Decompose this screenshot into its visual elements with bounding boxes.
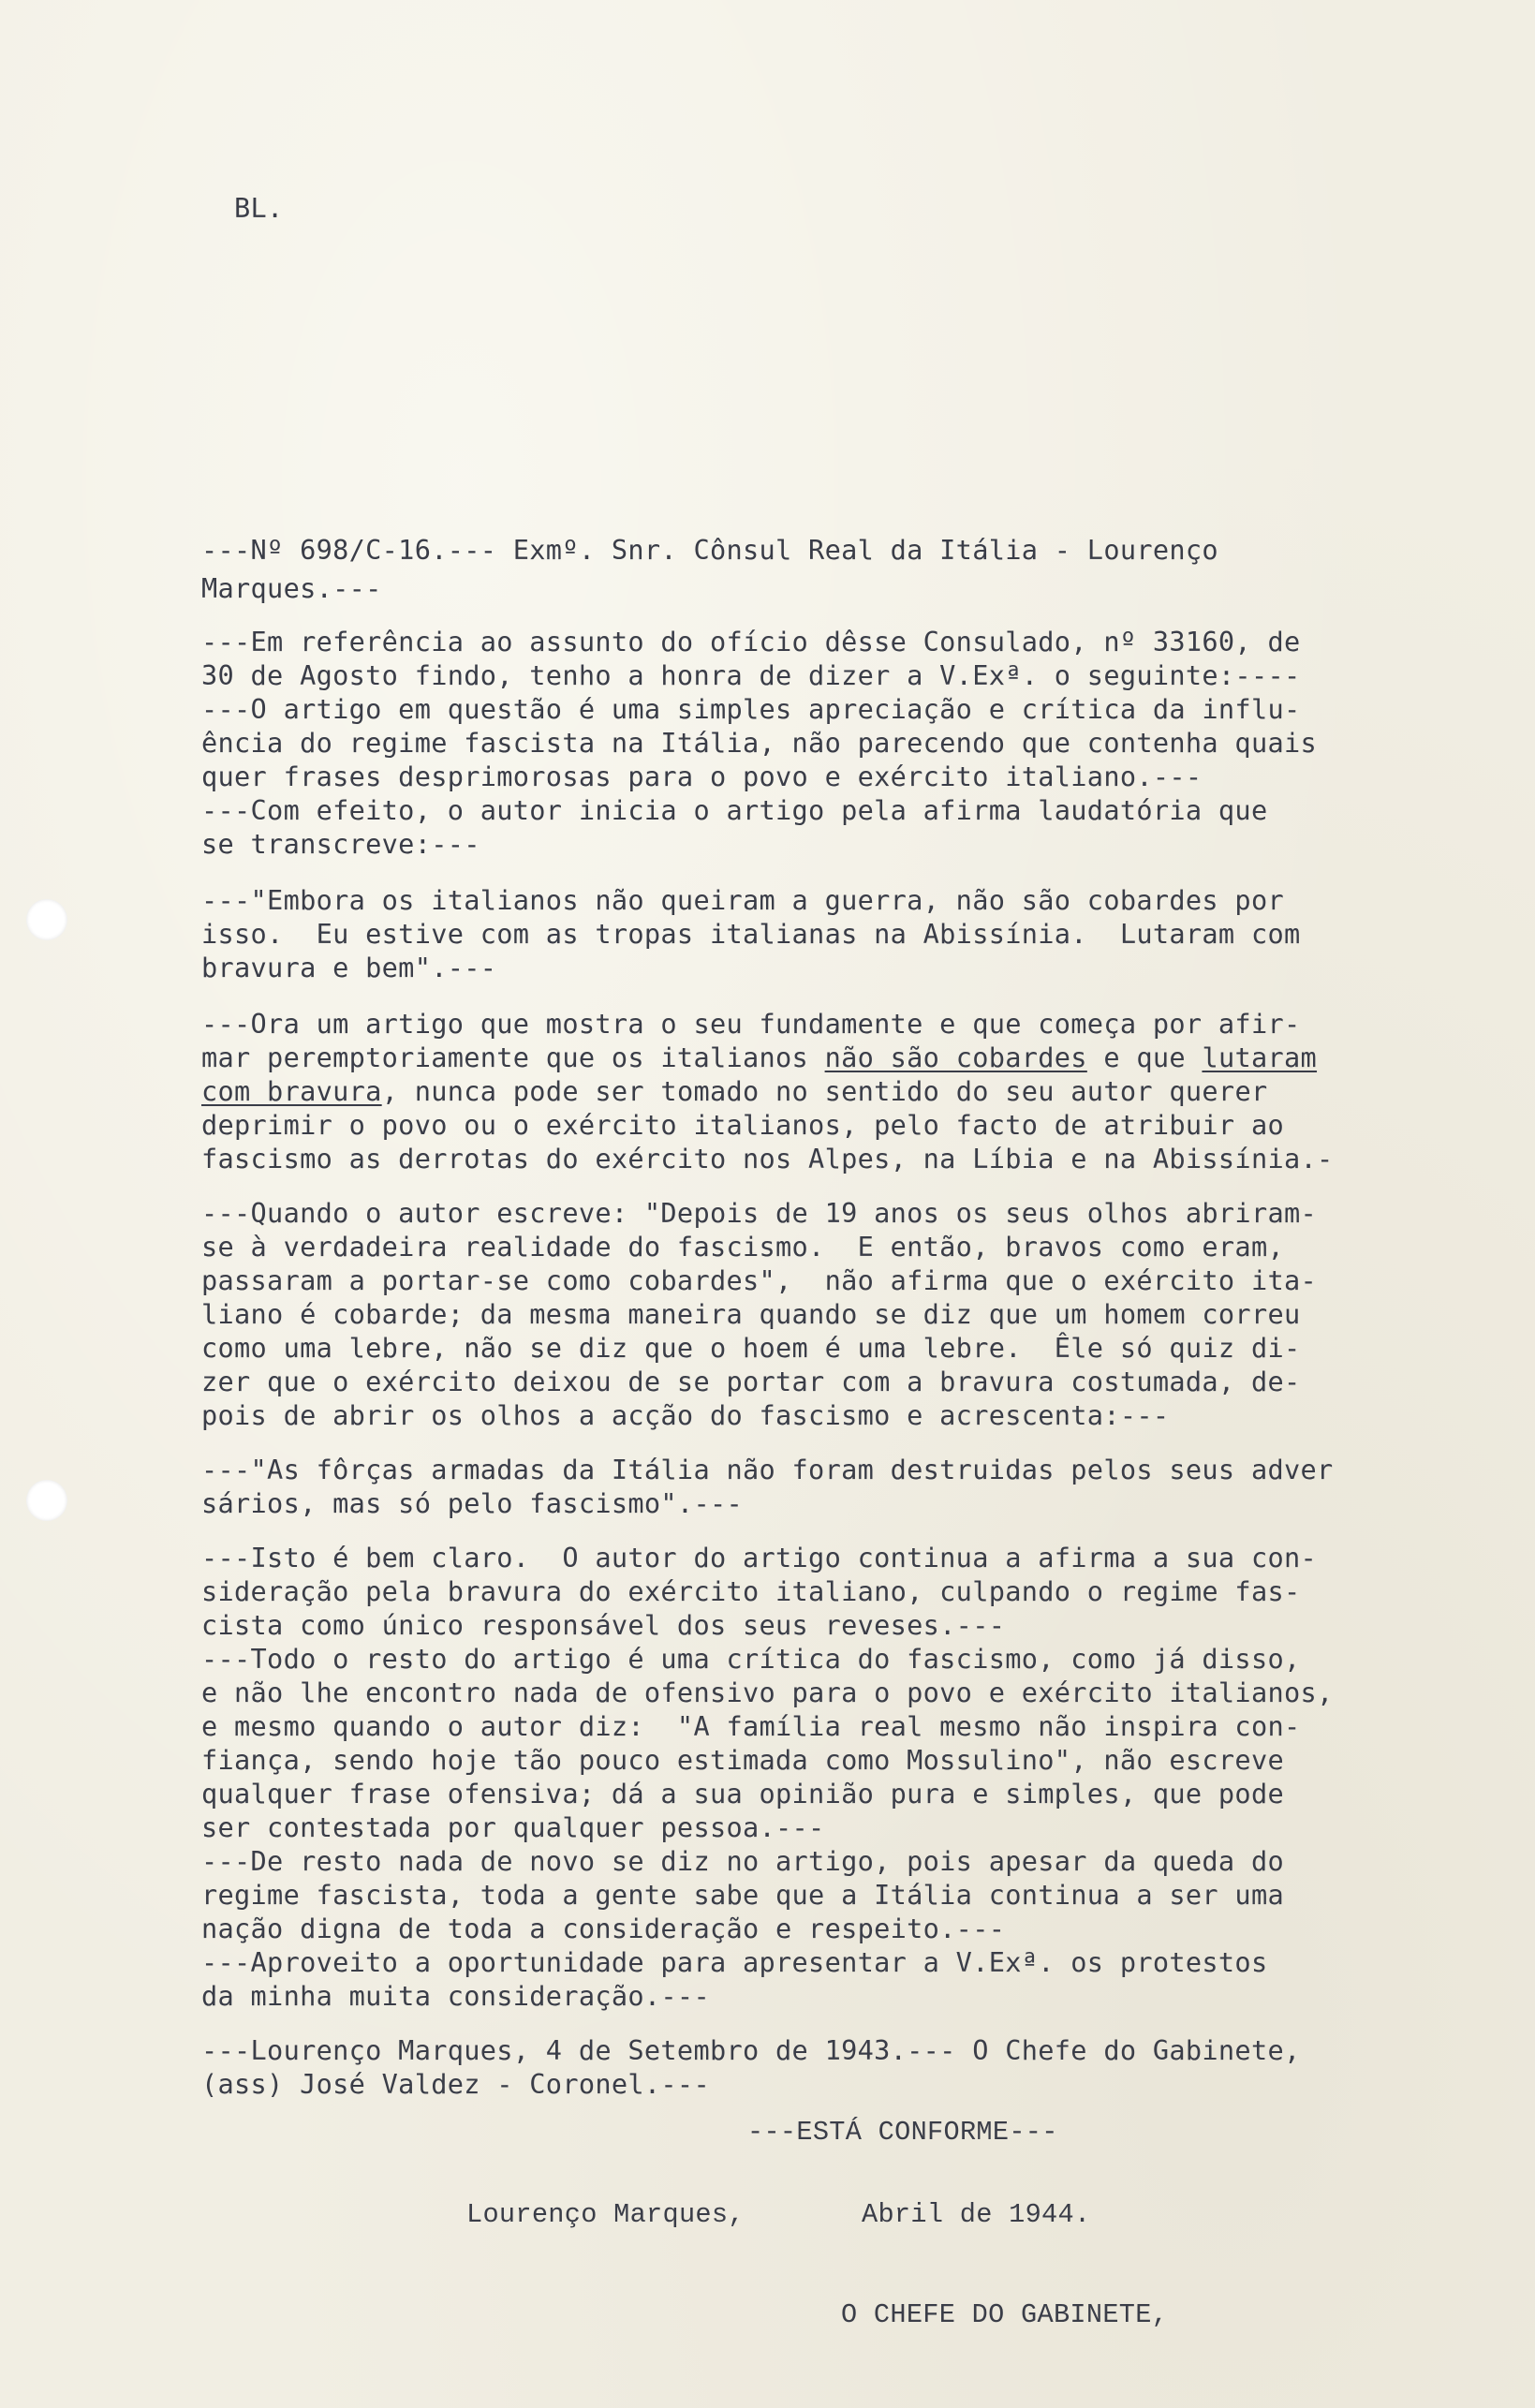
body-line: da minha muita consideração.--- <box>201 1980 710 2012</box>
quote-line: isso. Eu estive com as tropas italianas na Abissínia. Lutaram com <box>201 918 1301 950</box>
body-line: passaram a portar-se como cobardes", não afirma que o exército ita- <box>201 1264 1318 1296</box>
body-line: ência do regime fascista na Itália, não parecendo que contenha quais <box>201 727 1318 759</box>
text-segment: e que <box>1086 1041 1203 1073</box>
reference-line: ---Nº 698/C-16.--- Exmº. Snr. Cônsul Real da Itália - Lourenço <box>201 534 1218 566</box>
body-line: regime fascista, toda a gente sabe que a Itália continua a ser uma <box>201 1879 1284 1911</box>
body-line: e não lhe encontro nada de ofensivo para o povo e exército italianos, <box>201 1677 1334 1708</box>
quote-line: ---"Embora os italianos não queiram a guerra, não são cobardes por <box>201 884 1284 916</box>
body-line: se à verdadeira realidade do fascismo. E então, bravos como eram, <box>201 1231 1284 1263</box>
quote-line: bravura e bem".--- <box>201 952 497 983</box>
closing-line: ---Lourenço Marques, 4 de Setembro de 1943.--- O Chefe do Gabinete, <box>201 2034 1301 2066</box>
body-line: como uma lebre, não se diz que o hoem é uma lebre. Êle só quiz di- <box>201 1332 1301 1364</box>
quote-line: sários, mas só pelo fascismo".--- <box>201 1487 743 1519</box>
punch-hole-bottom <box>26 1480 67 1521</box>
punch-hole-top <box>26 899 67 940</box>
body-line: nação digna de toda a consideração e respeito.--- <box>201 1913 1006 1944</box>
body-line: ---Em referência ao assunto do ofício dêsse Consulado, nº 33160, de <box>201 626 1301 657</box>
body-line: ---Com efeito, o autor inicia o artigo pela afirma laudatória que <box>201 794 1268 826</box>
body-line: ser contestada por qualquer pessoa.--- <box>201 1811 825 1843</box>
body-line: ---Isto é bem claro. O autor do artigo continua a afirma a sua con- <box>201 1542 1318 1573</box>
underlined-phrase: não são cobardes <box>824 1041 1087 1073</box>
body-line: zer que o exército deixou de se portar com a bravura costumada, de- <box>201 1366 1301 1397</box>
certification-place: Lourenço Marques, <box>466 2199 745 2230</box>
certification-date: Abril de 1944. <box>862 2199 1091 2230</box>
signatory-title: O CHEFE DO GABINETE, <box>841 2299 1169 2330</box>
text-segment: , nunca pode ser tomado no sentido do seu autor querer <box>381 1075 1268 1107</box>
body-line: 30 de Agosto findo, tenho a honra de dizer a V.Exª. o seguinte:---- <box>201 659 1301 691</box>
body-line: ---Todo o resto do artigo é uma crítica do fascismo, como já disso, <box>201 1643 1301 1675</box>
body-line: quer frases desprimorosas para o povo e exército italiano.--- <box>201 761 1203 792</box>
body-line: qualquer frase ofensiva; dá a sua opinião pura e simples, que pode <box>201 1778 1284 1810</box>
header-mark: BL. <box>234 192 284 224</box>
reference-line: Marques.--- <box>201 572 382 604</box>
body-line <box>201 1075 1267 1107</box>
body-line: ---Quando o autor escreve: "Depois de 19 anos os seus olhos abriram- <box>201 1197 1318 1229</box>
body-line: fiança, sendo hoje tão pouco estimada como Mossulino", não escreve <box>201 1744 1284 1776</box>
quote-line: ---"As fôrças armadas da Itália não foram destruidas pelos seus adver <box>201 1454 1334 1485</box>
body-line: ---De resto nada de novo se diz no artigo, pois apesar da queda do <box>201 1845 1284 1877</box>
body-line: sideração pela bravura do exército italiano, culpando o regime fas- <box>201 1575 1301 1607</box>
body-line: e mesmo quando o autor diz: "A família real mesmo não inspira con- <box>201 1710 1301 1742</box>
body-line: fascismo as derrotas do exército nos Alpes, na Líbia e na Abissínia.- <box>201 1143 1334 1174</box>
text-segment: mar peremptoriamente que os italianos <box>201 1041 825 1073</box>
body-line: se transcreve:--- <box>201 828 480 860</box>
closing-line: (ass) José Valdez - Coronel.--- <box>201 2068 710 2100</box>
underlined-phrase: com bravura <box>201 1075 382 1107</box>
body-line: ---Ora um artigo que mostra o seu fundamente e que começa por afir- <box>201 1008 1301 1040</box>
body-line: ---Aproveito a oportunidade para apresentar a V.Exª. os protestos <box>201 1946 1268 1978</box>
body-line: ---O artigo em questão é uma simples apreciação e crítica da influ- <box>201 693 1301 725</box>
body-line: liano é cobarde; da mesma maneira quando se diz que um homem correu <box>201 1298 1301 1330</box>
body-line: cista como único responsável dos seus reveses.--- <box>201 1609 1006 1641</box>
body-line: deprimir o povo ou o exército italianos, pelo facto de atribuir ao <box>201 1109 1284 1141</box>
body-line: pois de abrir os olhos a acção do fascismo e acrescenta:--- <box>201 1399 1170 1431</box>
body-line <box>201 1041 1317 1073</box>
underlined-phrase: lutaram <box>1202 1041 1318 1073</box>
conformity-stamp: ---ESTÁ CONFORME--- <box>747 2117 1058 2148</box>
